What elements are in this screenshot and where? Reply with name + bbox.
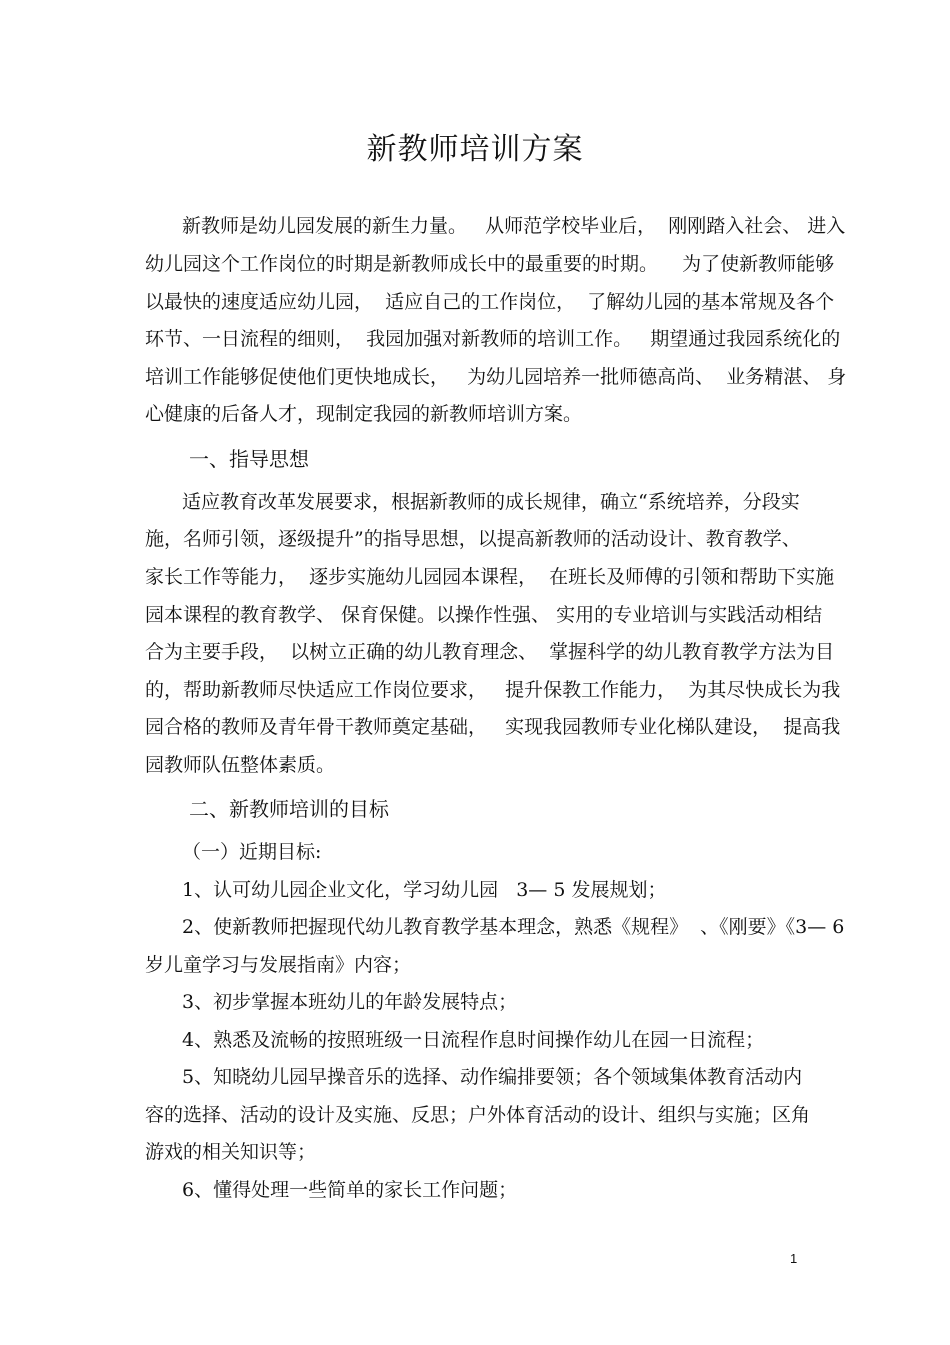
goal-line: 5、知晓幼儿园早操音乐的选择、动作编排要领；各个领域集体教育活动内 <box>182 1066 803 1088</box>
goal-line: 3、初步掌握本班幼儿的年龄发展特点； <box>182 991 518 1013</box>
intro-line: 幼儿园这个工作岗位的时期是新教师成长中的最重要的时期。 为了使新教师能够 <box>145 253 835 275</box>
section1-line: 园合格的教师及青年骨干教师奠定基础， 实现我园教师专业化梯队建设， 提高我 <box>145 716 841 738</box>
section1-line: 家长工作等能力， 逐步实施幼儿园园本课程， 在班长及师傅的引领和帮助下实施 <box>145 566 835 588</box>
section1-line: 园本课程的教育教学、 保育保健。以操作性强、 实用的专业培训与实践活动相结 <box>145 604 823 626</box>
section1-line: 园教师队伍整体素质。 <box>145 754 336 776</box>
subsection-heading: （一）近期目标: <box>182 841 322 863</box>
intro-line: 新教师是幼儿园发展的新生力量。 从师范学校毕业后， 刚刚踏入社会、 进入 <box>182 215 846 237</box>
section-heading: 二、新教师培训的目标 <box>189 797 389 821</box>
section1-line: 适应教育改革发展要求，根据新教师的成长规律，确立“系统培养，分段实 <box>182 491 800 513</box>
section1-line: 施，名师引领，逐级提升”的指导思想，以提高新教师的活动设计、教育教学、 <box>145 528 801 550</box>
goal-line: 4、熟悉及流畅的按照班级一日流程作息时间操作幼儿在园一日流程； <box>182 1029 765 1051</box>
goal-line: 游戏的相关知识等； <box>145 1141 317 1163</box>
goal-line: 6、懂得处理一些简单的家长工作问题； <box>182 1179 518 1201</box>
intro-line: 以最快的速度适应幼儿园， 适应自己的工作岗位， 了解幼儿园的基本常规及各个 <box>145 291 835 313</box>
section1-line: 的，帮助新教师尽快适应工作岗位要求， 提升保教工作能力， 为其尽快成长为我 <box>145 679 841 701</box>
intro-line: 心健康的后备人才，现制定我园的新教师培训方案。 <box>145 403 583 425</box>
goal-line: 1、认可幼儿园企业文化，学习幼儿园 3— 5 发展规划； <box>182 879 667 901</box>
section1-line: 合为主要手段， 以树立正确的幼儿教育理念、 掌握科学的幼儿教育教学方法为目 <box>145 641 835 663</box>
page-number: 1 <box>790 1251 798 1266</box>
intro-line: 环节、一日流程的细则， 我园加强对新教师的培训工作。 期望通过我园系统化的 <box>145 328 841 350</box>
goal-line: 容的选择、活动的设计及实施、反思；户外体育活动的设计、组织与实施；区角 <box>145 1104 811 1126</box>
document-title: 新教师培训方案 <box>366 132 584 167</box>
goal-line: 2、使新教师把握现代幼儿教育教学基本理念，熟悉《规程》 、《刚要》《3— 6 <box>182 916 845 938</box>
goal-line: 岁儿童学习与发展指南》内容； <box>145 954 412 976</box>
intro-line: 培训工作能够促使他们更快地成长， 为幼儿园培养一批师德高尚、 业务精湛、 身 <box>145 366 847 388</box>
section-heading: 一、指导思想 <box>189 447 309 471</box>
